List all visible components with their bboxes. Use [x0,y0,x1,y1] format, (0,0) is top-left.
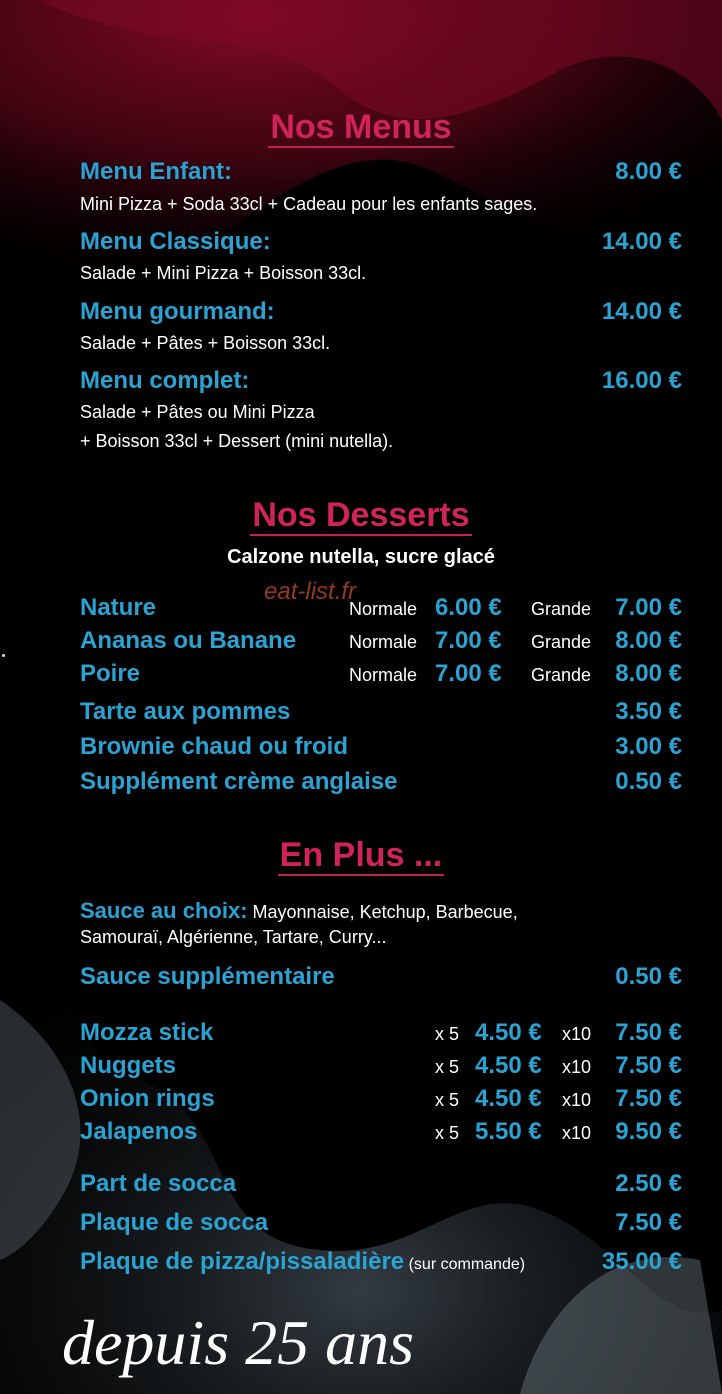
pizza-plate-name: Plaque de pizza/pissaladière [80,1248,405,1275]
dessert-name: Ananas ou Banane [80,627,297,654]
socca-price: 2.50 € [615,1170,682,1197]
dessert-price: 3.00 € [615,733,682,760]
price-small: 4.50 € [475,1052,542,1079]
qty-large: x10 [562,1024,592,1044]
menus-title: Nos Menus [270,108,452,146]
dessert-item [80,660,682,688]
dessert-price: 0.50 € [615,768,682,795]
qty-small: x 5 [435,1123,460,1143]
snack-name: Onion rings [80,1085,215,1112]
snack-item [80,1019,682,1047]
size-normal-price: 7.00 € [435,660,502,687]
menu-name: Menu Enfant: [80,158,232,185]
desserts-title: Nos Desserts [252,496,470,534]
size-normal-label: Normale [349,599,418,619]
size-large-price: 8.00 € [615,627,682,654]
sauce-extra-name: Sauce supplémentaire [80,963,335,990]
snack-item [80,1052,682,1080]
menu-name: Menu gourmand: [80,298,275,325]
dessert-name: Brownie chaud ou froid [80,733,348,760]
snack-name: Mozza stick [80,1019,214,1046]
qty-large: x10 [562,1090,592,1110]
menu-description: + Boisson 33cl + Dessert (mini nutella). [80,431,394,451]
sauce-choice [80,898,518,924]
socca-price: 7.50 € [615,1209,682,1236]
pizza-plate-price: 35.00 € [601,1248,682,1275]
size-large-price: 8.00 € [615,660,682,687]
dessert-name: Supplément crème anglaise [80,768,398,795]
menu-description: Mini Pizza + Soda 33cl + Cadeau pour les enfants sages. [80,194,538,214]
dessert-name: Poire [80,660,141,687]
sauce-extra-price: 0.50 € [615,963,682,990]
snack-item [80,1118,682,1146]
sauce-extra [80,963,682,991]
menu-name: Menu Classique: [80,228,271,255]
qty-large: x10 [562,1057,592,1077]
socca-name: Plaque de socca [80,1209,269,1236]
dessert-price: 3.50 € [615,698,682,725]
menu-item [80,228,682,256]
price-large: 7.50 € [615,1019,682,1046]
qty-large: x10 [562,1123,592,1143]
watermark: eat-list.fr [264,578,357,605]
price-small: 4.50 € [475,1085,542,1112]
menu-price: 8.00 € [615,158,682,185]
qty-small: x 5 [435,1024,460,1044]
dessert-item [80,733,682,761]
snack-item [80,1085,682,1113]
dessert-item [80,768,682,796]
price-small: 4.50 € [475,1019,542,1046]
sauce-list: Mayonnaise, Ketchup, Barbecue, [252,902,518,922]
sauce-label: Sauce au choix: [80,898,248,923]
extras-title: En Plus ... [279,836,443,874]
qty-small: x 5 [435,1057,460,1077]
sauce-list-continued: Samouraï, Algérienne, Tartare, Curry... [80,927,387,947]
pizza-plate-note: (sur commande) [408,1256,526,1273]
menu-item [80,367,682,395]
desserts-subtitle: Calzone nutella, sucre glacé [227,546,495,568]
size-large-price: 7.00 € [615,594,682,621]
socca-item [80,1170,682,1198]
pizza-plate-item [80,1248,682,1276]
price-small: 5.50 € [475,1118,542,1145]
menu-item [80,158,682,186]
size-large-label: Grande [531,665,592,685]
dessert-item [80,627,682,655]
menu-price: 16.00 € [601,367,682,394]
menu-description: Salade + Mini Pizza + Boisson 33cl. [80,263,367,283]
stray-dot [2,654,5,657]
size-normal-price: 7.00 € [435,627,502,654]
menu-price: 14.00 € [601,228,682,255]
size-normal-price: 6.00 € [435,594,502,621]
size-normal-label: Normale [349,665,418,685]
snack-name: Jalapenos [80,1118,198,1145]
menu-description: Salade + Pâtes ou Mini Pizza [80,402,315,422]
menu-item [80,298,682,326]
menu-price: 14.00 € [601,298,682,325]
menu-name: Menu complet: [80,367,250,394]
size-large-label: Grande [531,599,592,619]
dessert-name: Nature [80,594,157,621]
menu-description: Salade + Pâtes + Boisson 33cl. [80,333,331,353]
size-normal-label: Normale [349,632,418,652]
socca-name: Part de socca [80,1170,237,1197]
size-large-label: Grande [531,632,592,652]
price-large: 7.50 € [615,1085,682,1112]
price-large: 9.50 € [615,1118,682,1145]
dessert-item [80,698,682,726]
price-large: 7.50 € [615,1052,682,1079]
qty-small: x 5 [435,1090,460,1110]
dessert-item [80,594,682,622]
socca-item [80,1209,682,1237]
snack-name: Nuggets [80,1052,176,1079]
footer-slogan: depuis 25 ans [62,1307,414,1378]
dessert-name: Tarte aux pommes [80,698,291,725]
